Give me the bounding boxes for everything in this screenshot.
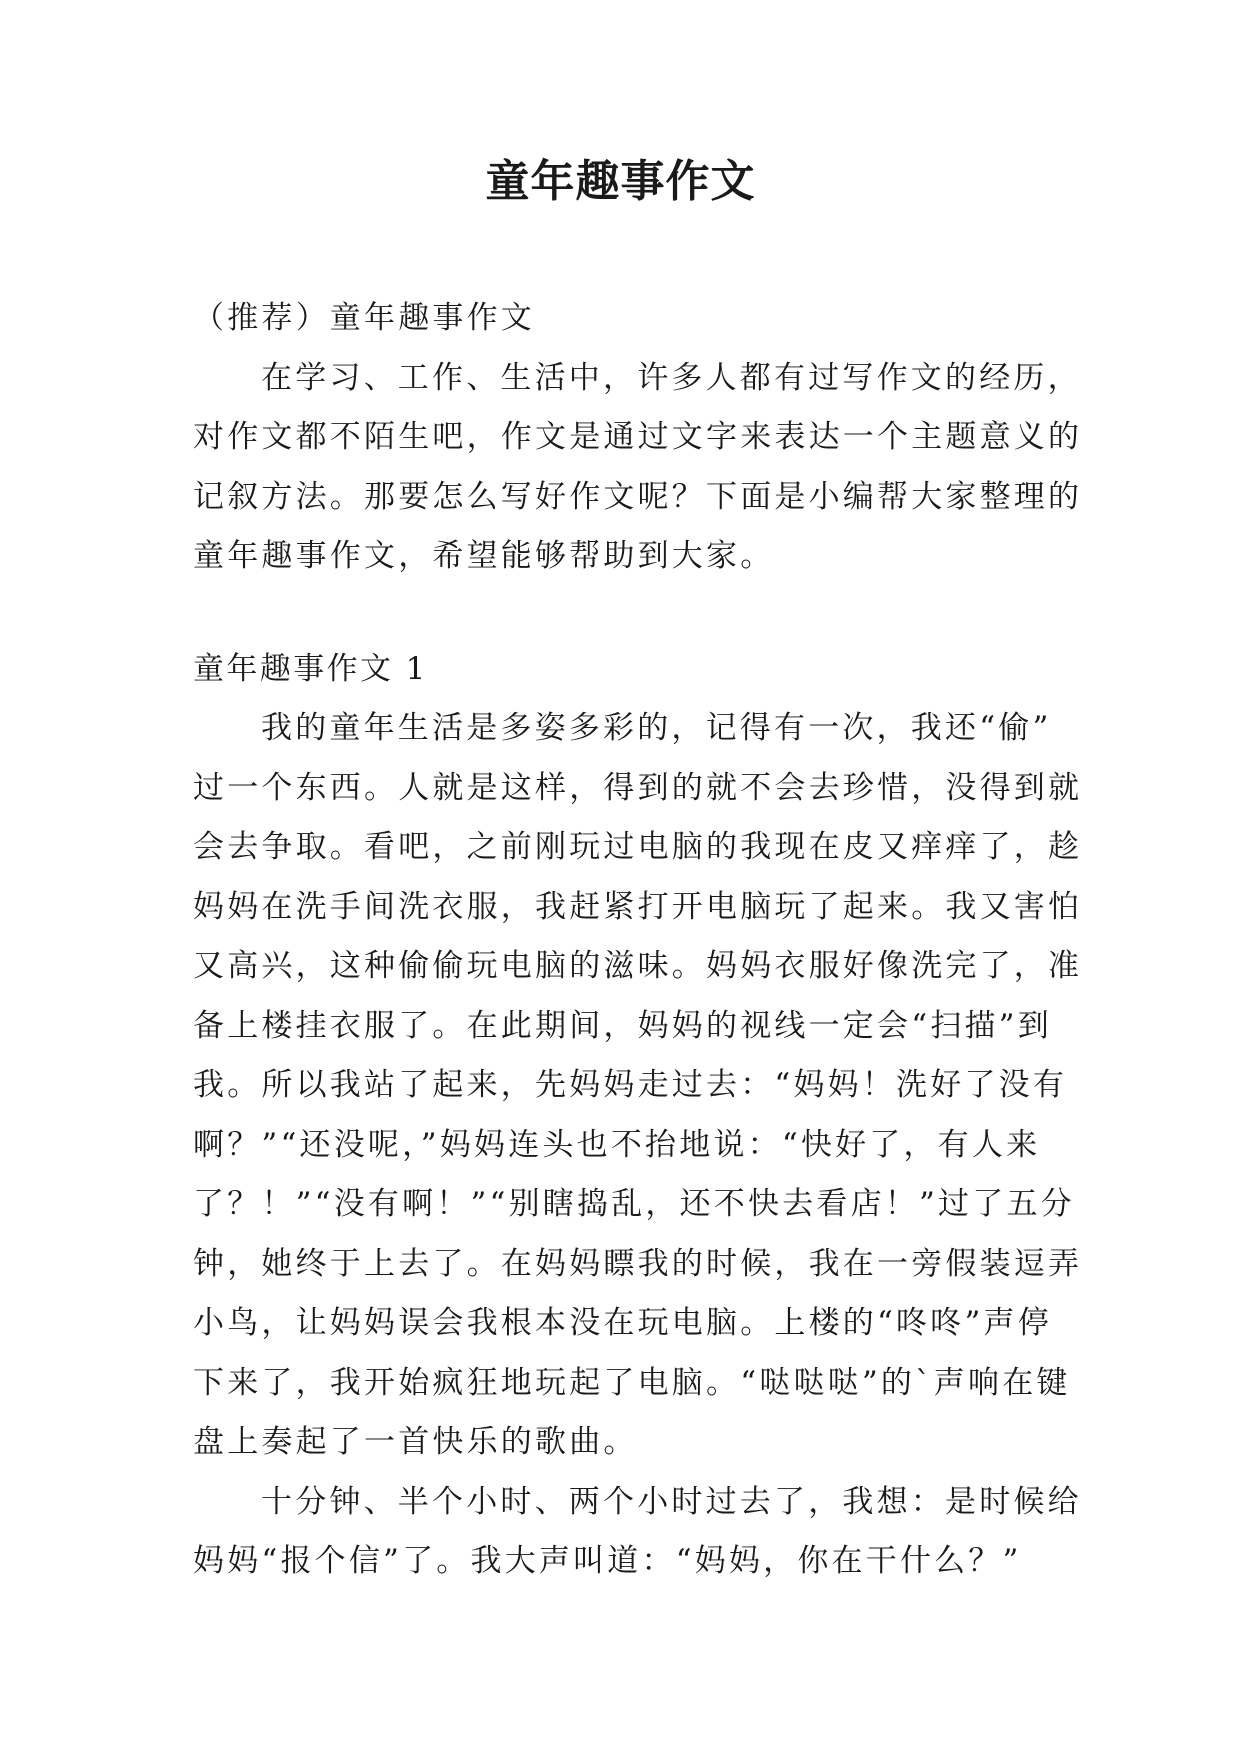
intro-line: 记叙方法。那要怎么写好作文呢？下面是小编帮大家整理的 [193,478,1083,515]
story-paragraph-1 [193,699,1083,1473]
paragraph-line: 啊？”“还没呢，”妈妈连头也不抬地说：“快好了，有人来 [193,1126,1041,1163]
paragraph-line: 会去争取。看吧，之前刚玩过电脑的我现在皮又痒痒了，趁 [193,829,1083,865]
paragraph-line: 妈妈在洗手间洗衣服，我赶紧打开电脑玩了起来。我又害怕 [193,888,1083,925]
intro-line: 童年趣事作文，希望能够帮助到大家。 [193,538,775,574]
intro-line: 对作文都不陌生吧，作文是通过文字来表达一个主题意义的 [193,419,1083,455]
paragraph-line: 妈妈“报个信”了。我大声叫道：“妈妈，你在干什么？” [193,1543,1022,1579]
section-heading: 童年趣事作文 1 [193,650,428,687]
document-body [193,289,1083,1592]
intro-paragraph [193,349,1083,587]
story-paragraph-2 [193,1473,1082,1592]
paragraph-line: 我的童年生活是多姿多彩的，记得有一次，我还“偷” [261,710,1052,746]
paragraph-line: 我。所以我站了起来，先妈妈走过去：“妈妈！洗好了没有 [193,1067,1068,1103]
paragraph-line: 盘上奏起了一首快乐的歌曲。 [193,1424,638,1460]
document-subtitle: （推荐）童年趣事作文 [193,300,535,336]
paragraph-line: 小鸟，让妈妈误会我根本没在玩电脑。上楼的“咚咚”声停 [193,1305,1052,1341]
paragraph-line: 又高兴，这种偷偷玩电脑的滋味。妈妈衣服好像洗完了，准 [193,948,1083,984]
paragraph-line: 过一个东西。人就是这样，得到的就不会去珍惜，没得到就 [193,769,1083,806]
intro-line: 在学习、工作、生活中，许多人都有过写作文的经历， [261,359,1082,396]
paragraph-line: 钟，她终于上去了。在妈妈瞟我的时候，我在一旁假装逗弄 [193,1245,1083,1282]
paragraph-line: 下来了，我开始疯狂地玩起了电脑。“哒哒哒”的`声响在键 [193,1364,1071,1401]
paragraph-line: 备上楼挂衣服了。在此期间，妈妈的视线一定会“扫描”到 [193,1007,1052,1044]
paragraph-line: 了？！”“没有啊！”“别瞎捣乱，还不快去看店！”过了五分 [193,1186,1075,1222]
document-title: 童年趣事作文 [485,156,756,207]
paragraph-line: 十分钟、半个小时、两个小时过去了，我想：是时候给 [261,1483,1082,1520]
paragraph-gap [193,587,1053,640]
